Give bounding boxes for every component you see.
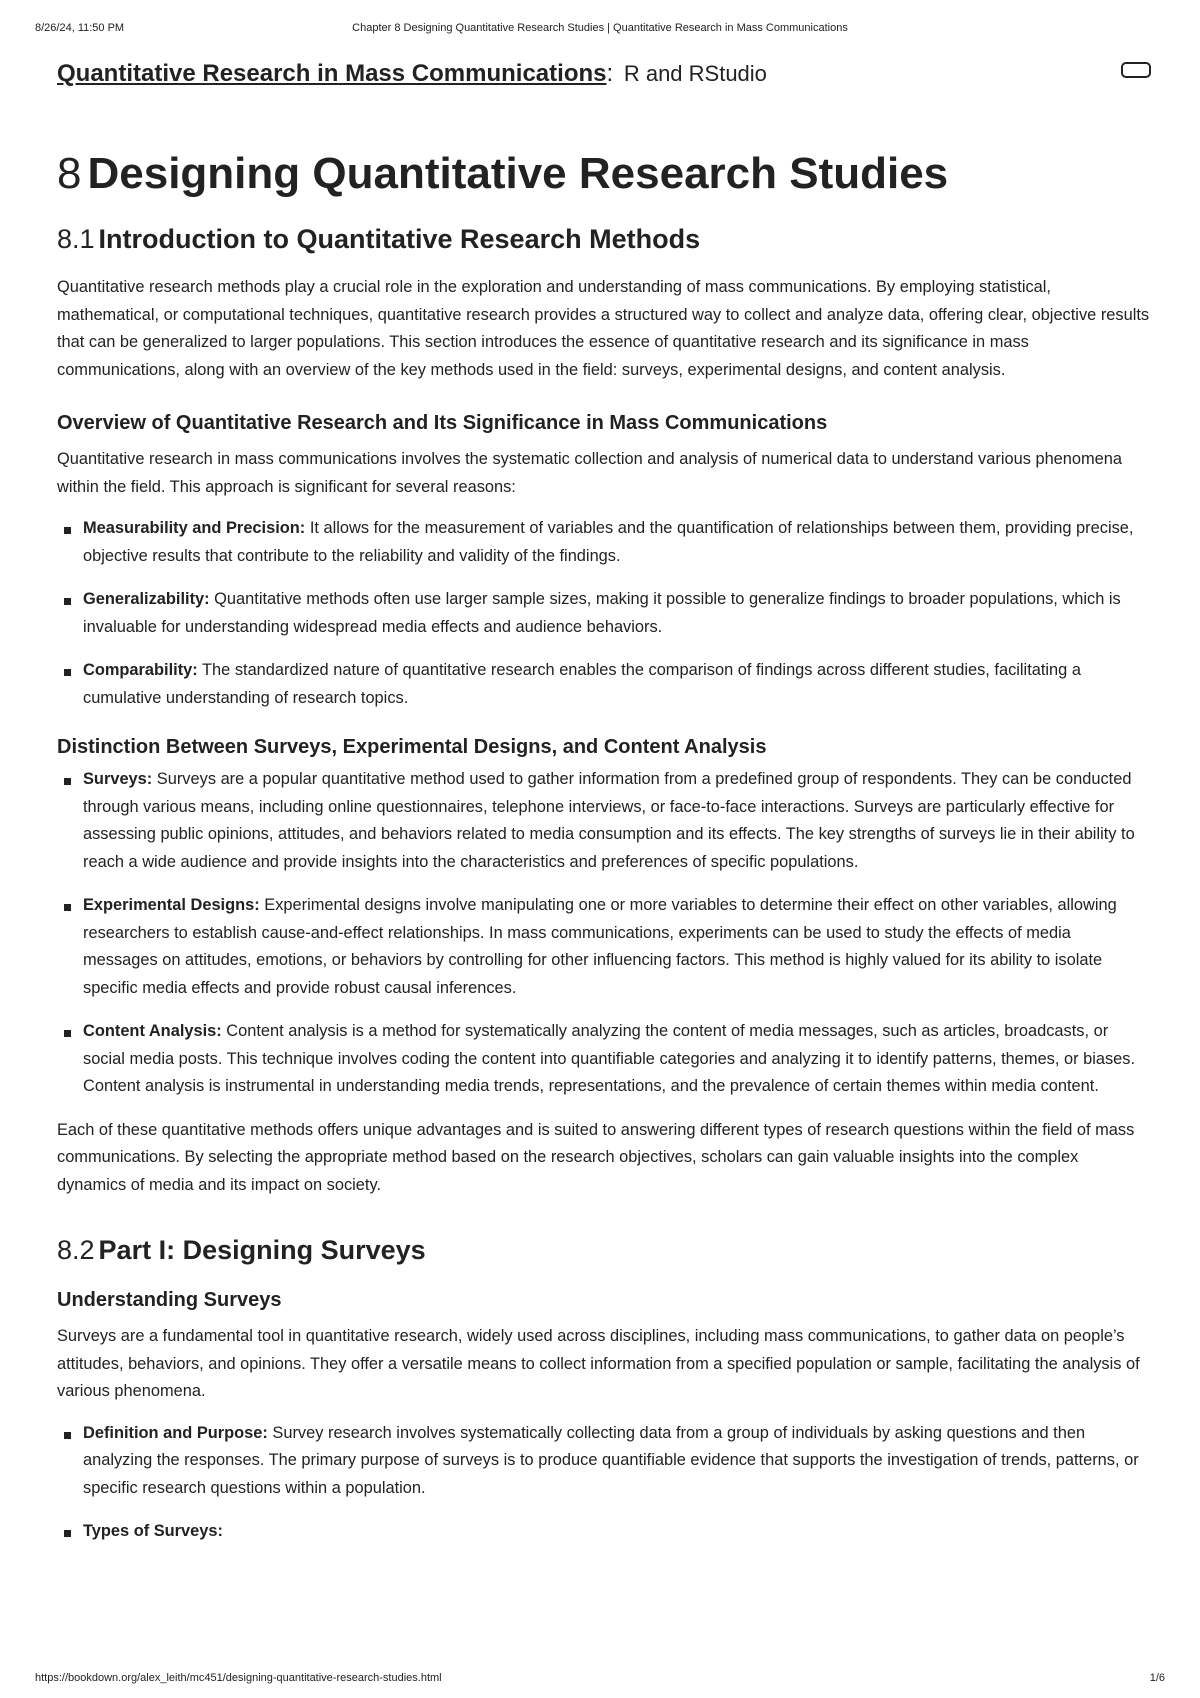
list-item-term: Generalizability: [83,590,210,608]
list-item-term: Experimental Designs: [83,896,260,914]
list-item [57,766,1150,876]
list-item-text: Survey research involves systematically collecting data from a group of individuals by asking questions and then analyzing the responses. The primary purpose of surveys is to produce quantifiable evidence that supports the investigation of trends, patterns, or specific research questions within a population. [83,1423,1139,1497]
book-subtitle: R and RStudio [623,61,767,86]
methods-list [57,766,1150,1101]
print-page-number: 1/6 [1149,1672,1165,1684]
section-heading-8-2 [57,1233,1150,1267]
chapter-number: 8 [57,149,82,198]
list-item-term: Measurability and Precision: [83,519,306,537]
square-bullet-icon [64,778,71,785]
list-item-text: Quantitative methods often use larger sample sizes, making it possible to generalize findings to broader populations, which is invaluable for understanding widespread media effects and audience behaviors. [83,590,1121,636]
book-title-link[interactable]: Quantitative Research in Mass Communications [57,60,607,87]
section-number: 8.1 [57,224,95,254]
square-bullet-icon [64,669,71,676]
significance-list [57,515,1150,712]
closing-paragraph: Each of these quantitative methods offers unique advantages and is suited to answering different types of research questions within the field of mass communications. By selecting the appropriate method based on the research objectives, scholars can gain valuable insights into the complex dynamics of media and its impact on society. [57,1120,1135,1194]
survey-list [57,1420,1150,1546]
square-bullet-icon [64,1530,71,1537]
square-bullet-icon [64,598,71,605]
square-bullet-icon [64,1030,71,1037]
list-item [57,892,1150,1002]
distinction-heading: Distinction Between Surveys, Experimental Designs, and Content Analysis [57,736,767,758]
intro-paragraph: Quantitative research methods play a crucial role in the exploration and understanding of mass communications. By employing statistical, mathematical, or computational techniques, quantitative research provides a structured way to collect and analyze data, offering clear, objective results that can be generalized to larger populations. This section introduces the essence of quantitative research and its significance in mass communications, along with an overview of the key methods used in the field: surveys, experimental designs, and content analysis. [57,278,1150,379]
section-title: Introduction to Quantitative Research Methods [98,224,701,254]
book-title [57,60,767,88]
section-title: Part I: Designing Surveys [98,1235,426,1265]
chapter-title [57,146,1150,202]
main-content [57,146,1150,1562]
list-item-term: Comparability: [83,661,198,679]
list-item [57,1018,1150,1101]
list-item [57,515,1150,570]
overview-paragraph: Quantitative research in mass communications involves the systematic collection and analysis of numerical data to understand various phenomena within the field. This approach is significant for several reasons: [57,450,1123,496]
print-header [0,22,1200,36]
chapter-title-text: Designing Quantitative Research Studies [87,149,949,198]
list-item [57,586,1150,641]
list-item-term: Definition and Purpose: [83,1423,268,1442]
list-item-text: Surveys are a popular quantitative method used to gather information from a predefined group of respondents. They can be conducted through various means, including online questionnaires, telephone interviews, or face-to-face interactions. Surveys are particularly effective for assessing public opinions, attitudes, and behaviors related to media consumption and its effects. The key strengths of surveys lie in their ability to reach a wide audience and provide insights into the characteristics and preferences of specific populations. [83,770,1135,871]
list-item-term: Surveys: [83,770,153,788]
section-heading-8-1 [57,222,1150,256]
list-item [57,1420,1150,1503]
print-footer [0,1672,1200,1686]
sidebar-toggle-button[interactable] [1121,62,1151,78]
list-item-text: Experimental designs involve manipulating one or more variables to determine their effect on other variables, allowing researchers to establish cause-and-effect relationships. In mass communications, experiments can be used to study the effects of media messages on attitudes, emotions, or behaviors by controlling for other influencing factors. This method is highly valued for its ability to isolate specific media effects and provide robust causal inferences. [83,896,1117,997]
square-bullet-icon [64,1432,71,1439]
square-bullet-icon [64,904,71,911]
list-item-text: Content analysis is a method for systematically analyzing the content of media messages, such as articles, broadcasts, or social media posts. This technique involves coding the content into quantifiable categories and analyzing it to identify patterns, themes, or biases. Content analysis is instrumental in understanding media trends, representations, and the prevalence of certain themes within media content. [83,1022,1136,1095]
understanding-paragraph: Surveys are a fundamental tool in quantitative research, widely used across disciplines, including mass communications, to gather data on people’s attitudes, behaviors, and opinions. They offer a versatile means to collect information from a specified population or sample, facilitating the analysis of various phenomena. [57,1327,1140,1400]
list-item-term: Content Analysis: [83,1022,222,1040]
section-number: 8.2 [57,1235,95,1265]
book-title-separator: : [606,60,614,87]
list-item-text: The standardized nature of quantitative research enables the comparison of findings across different studies, facilitating a cumulative understanding of research topics. [83,661,1081,707]
understanding-heading: Understanding Surveys [57,1289,282,1311]
print-datetime: 8/26/24, 11:50 PM [35,22,125,34]
overview-heading: Overview of Quantitative Research and Its Significance in Mass Communications [57,412,828,434]
list-item [57,657,1150,712]
list-item-text: It allows for the measurement of variables and the quantification of relationships between them, providing precise, objective results that contribute to the reliability and validity of the findings. [83,519,1134,565]
list-item-term: Types of Surveys: [83,1522,223,1540]
list-item [57,1518,1150,1546]
square-bullet-icon [64,527,71,534]
print-url: https://bookdown.org/alex_leith/mc451/designing-quantitative-research-studies.html [35,1672,442,1684]
print-page-title: Chapter 8 Designing Quantitative Research Studies | Quantitative Research in Mass Communications [352,22,848,34]
